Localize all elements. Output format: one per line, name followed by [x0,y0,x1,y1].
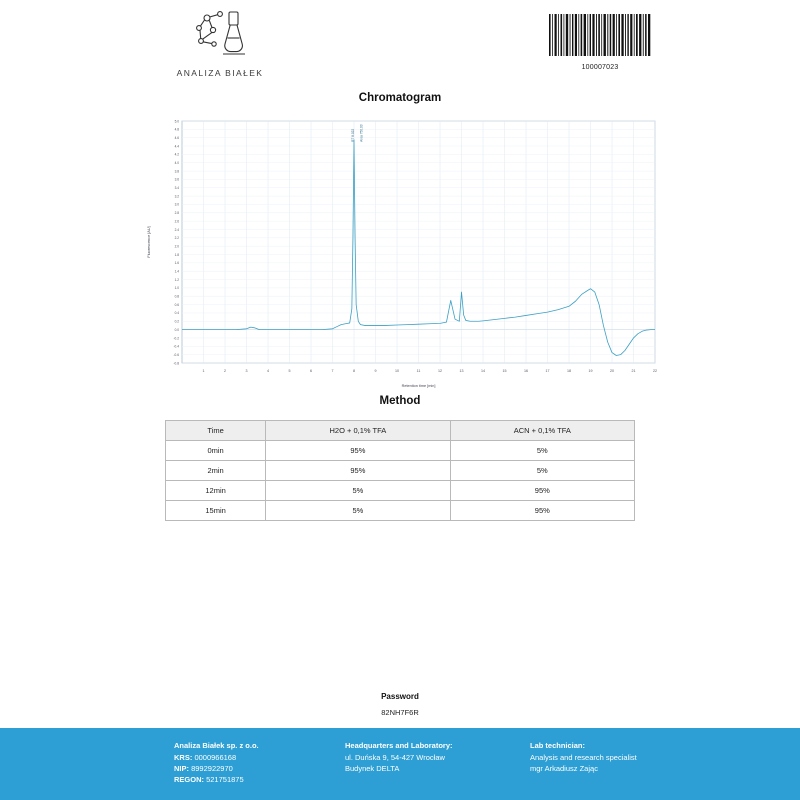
molecule-flask-icon [187,8,253,60]
barcode-icon [548,14,652,56]
svg-text:3.0: 3.0 [174,202,179,207]
svg-text:15: 15 [502,369,507,373]
table-row [166,501,635,521]
svg-text:6: 6 [310,369,312,373]
svg-text:17: 17 [545,369,550,373]
cell-time: 0min [166,441,266,461]
svg-text:0.6: 0.6 [174,302,179,307]
password-label: Password [381,692,419,701]
regon-value: 521751875 [206,775,244,784]
footer-headquarters [345,740,515,774]
company-krs [174,752,334,763]
cell-h2o: 95% [266,441,450,461]
cell-h2o: 95% [266,461,450,481]
logo-text: ANALIZA BIAŁEK [176,68,264,78]
svg-text:2.8: 2.8 [174,211,179,216]
cell-time: 12min [166,481,266,501]
svg-text:1.6: 1.6 [174,261,179,266]
svg-text:11: 11 [416,369,421,373]
svg-text:5.0: 5.0 [174,119,179,124]
svg-text:-0.6: -0.6 [173,352,179,357]
barcode-block [548,14,652,71]
password-value: 82NH7F6R [381,708,419,717]
svg-text:2.6: 2.6 [174,219,179,224]
svg-text:2.0: 2.0 [174,244,179,249]
chromatogram-title: Chromatogram [358,92,442,104]
nip-label: NIP: [174,764,189,773]
svg-text:4.6: 4.6 [174,135,179,140]
table-row [166,481,635,501]
svg-text:4.0: 4.0 [174,161,179,166]
table-row [166,461,635,481]
company-regon [174,774,334,785]
technician-line1: Analysis and research specialist [530,753,637,762]
cell-time: 2min [166,461,266,481]
svg-text:Retention time [min]: Retention time [min] [401,384,436,388]
svg-text:3.2: 3.2 [174,194,179,199]
cell-acn: 5% [450,441,634,461]
svg-text:1.0: 1.0 [174,286,179,291]
svg-text:2.4: 2.4 [174,227,179,232]
svg-text:3.4: 3.4 [174,186,179,191]
cell-h2o: 5% [266,501,450,521]
svg-text:10: 10 [395,369,399,373]
method-table [165,420,635,521]
svg-text:-0.8: -0.8 [173,361,179,366]
nip-value: 8992922970 [191,764,233,773]
svg-text:5: 5 [288,369,291,373]
svg-text:22: 22 [653,369,657,373]
company-name: Analiza Białek sp. z o.o. [174,741,259,750]
footer-company [174,740,334,785]
svg-text:1: 1 [202,369,205,373]
svg-text:3.8: 3.8 [174,169,179,174]
col-h2o: H2O + 0,1% TFA [266,421,450,441]
svg-text:16: 16 [524,369,528,373]
svg-text:1.2: 1.2 [174,277,179,282]
krs-value: 0000966168 [194,753,237,762]
technician-title: Lab technician: [530,741,586,750]
svg-text:3.6: 3.6 [174,177,179,182]
svg-text:3: 3 [245,369,248,373]
svg-text:13: 13 [459,369,464,373]
svg-text:-0.4: -0.4 [173,344,179,349]
krs-label: KRS: [174,753,193,762]
col-acn: ACN + 0,1% TFA [450,421,634,441]
chromatogram-plot [140,113,665,391]
svg-text:20: 20 [610,369,614,373]
hq-title: Headquarters and Laboratory: [345,741,453,750]
svg-text:2.2: 2.2 [174,236,179,241]
cell-h2o: 5% [266,481,450,501]
svg-text:1.4: 1.4 [174,269,179,274]
technician-line2: mgr Arkadiusz Zając [530,764,598,773]
svg-text:0.8: 0.8 [174,294,179,299]
svg-text:18: 18 [567,369,571,373]
table-header-row [166,421,635,441]
svg-text:1.8: 1.8 [174,252,179,257]
svg-text:9: 9 [374,369,377,373]
method-title: Method [379,395,421,407]
svg-text:0.2: 0.2 [174,319,179,324]
svg-text:4: 4 [267,369,269,373]
svg-text:4.4: 4.4 [174,144,179,149]
company-nip [174,763,334,774]
cell-acn: 5% [450,461,634,481]
chromatogram-chart [140,113,665,391]
document-header [0,0,800,92]
svg-text:8: 8 [353,369,355,373]
regon-label: REGON: [174,775,204,784]
svg-text:0.0: 0.0 [174,327,179,332]
cell-time: 15min [166,501,266,521]
cell-acn: 95% [450,501,634,521]
svg-text:21: 21 [631,369,636,373]
svg-text:19: 19 [588,369,593,373]
svg-text:Fluorescence [AU]: Fluorescence [AU] [147,226,151,258]
svg-text:12: 12 [438,369,442,373]
document-footer [0,728,800,800]
svg-text:Area 750.03: Area 750.03 [359,124,364,142]
svg-text:-0.2: -0.2 [173,336,179,341]
svg-text:0.4: 0.4 [174,311,179,316]
svg-text:RT 8.022: RT 8.022 [351,128,356,142]
barcode-number: 100007023 [581,64,619,71]
hq-line1: ul. Duńska 9, 54-427 Wrocław [345,753,445,762]
footer-technician [530,740,710,774]
svg-text:2: 2 [224,369,226,373]
svg-text:4.2: 4.2 [174,152,179,157]
table-row [166,441,635,461]
svg-text:7: 7 [331,369,334,373]
cell-acn: 95% [450,481,634,501]
svg-text:14: 14 [481,369,485,373]
password-block [0,692,800,717]
svg-text:4.8: 4.8 [174,127,179,132]
col-time: Time [166,421,266,441]
logo-block [170,8,270,78]
hq-line2: Budynek DELTA [345,764,400,773]
